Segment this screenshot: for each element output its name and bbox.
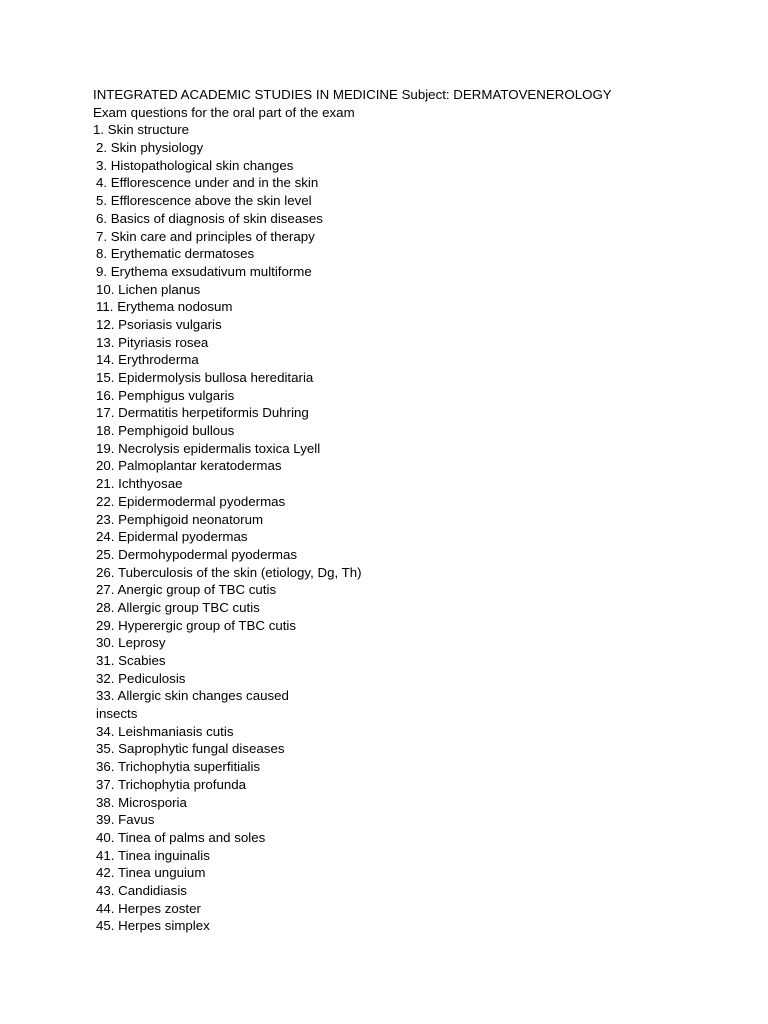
- list-item: 10. Lichen planus: [96, 281, 201, 297]
- list-item: 30. Leprosy: [96, 635, 166, 651]
- list-item: 4. Efflorescence under and in the skin: [96, 175, 319, 191]
- list-item: 6. Basics of diagnosis of skin diseases: [96, 210, 323, 226]
- list-item: 12. Psoriasis vulgaris: [96, 316, 222, 332]
- document-content: [93, 86, 713, 935]
- list-item: 18. Pemphigoid bullous: [96, 423, 235, 439]
- list-item-first: 1. Skin structure: [93, 122, 190, 138]
- list-item: 5. Efflorescence above the skin level: [96, 193, 312, 209]
- list-item: 31. Scabies: [96, 653, 166, 668]
- list-item: 13. Pityriasis rosea: [96, 334, 209, 350]
- document-subtitle: Exam questions for the oral part of the exam: [93, 104, 355, 120]
- list-item: 9. Erythema exsudativum multiforme: [96, 263, 312, 279]
- list-item: 45. Herpes simplex: [96, 918, 210, 934]
- list-item: 17. Dermatitis herpetiformis Duhring: [96, 405, 309, 421]
- list-item: 29. Hyperergic group of TBC cutis: [96, 617, 297, 633]
- list-item: 43. Candidiasis: [96, 882, 187, 898]
- list-item: 39. Favus: [96, 812, 155, 828]
- list-item: 8. Erythematic dermatoses: [96, 246, 255, 262]
- list-item: 20. Palmoplantar keratodermas: [96, 458, 282, 474]
- list-item: 35. Saprophytic fungal diseases: [96, 741, 285, 757]
- list-item: insects: [96, 706, 138, 722]
- list-item: 34. Leishmaniasis cutis: [96, 723, 234, 739]
- list-item: 16. Pemphigus vulgaris: [96, 387, 235, 403]
- list-item: 2. Skin physiology: [96, 140, 204, 156]
- list-item: 38. Microsporia: [96, 794, 187, 810]
- list-item: 37. Trichophytia profunda: [96, 776, 247, 792]
- list-item: 23. Pemphigoid neonatorum: [96, 511, 264, 527]
- list-item: 14. Erythroderma: [96, 352, 199, 368]
- list-item: 33. Allergic skin changes caused: [96, 688, 289, 704]
- list-item: 21. Ichthyosae: [96, 476, 183, 492]
- list-item: 7. Skin care and principles of therapy: [96, 228, 315, 244]
- list-item: 42. Tinea unguium: [96, 865, 206, 881]
- list-item: 15. Epidermolysis bullosa hereditaria: [96, 370, 314, 385]
- list-item: 28. Allergic group TBC cutis: [96, 599, 260, 615]
- list-item: 32. Pediculosis: [96, 670, 186, 686]
- document-title: INTEGRATED ACADEMIC STUDIES IN MEDICINE Subject: DERMATOVENEROLOGY: [93, 87, 612, 102]
- list-item: 3. Histopathological skin changes: [96, 157, 294, 173]
- list-item: 40. Tinea of palms and soles: [96, 829, 266, 845]
- list-item: 44. Herpes zoster: [96, 900, 201, 916]
- list-item: 25. Dermohypodermal pyodermas: [96, 546, 298, 562]
- list-item: 11. Erythema nodosum: [96, 299, 233, 315]
- list-item: 27. Anergic group of TBC cutis: [96, 582, 277, 598]
- list-item: 22. Epidermodermal pyodermas: [96, 493, 286, 509]
- list-item: 36. Trichophytia superfitialis: [96, 759, 261, 775]
- list-item: 41. Tinea inguinalis: [96, 847, 210, 863]
- question-list: [93, 139, 713, 935]
- list-item: 24. Epidermal pyodermas: [96, 529, 248, 545]
- list-item: 26. Tuberculosis of the skin (etiology, Dg, Th): [96, 564, 362, 580]
- list-item: 19. Necrolysis epidermalis toxica Lyell: [96, 440, 321, 456]
